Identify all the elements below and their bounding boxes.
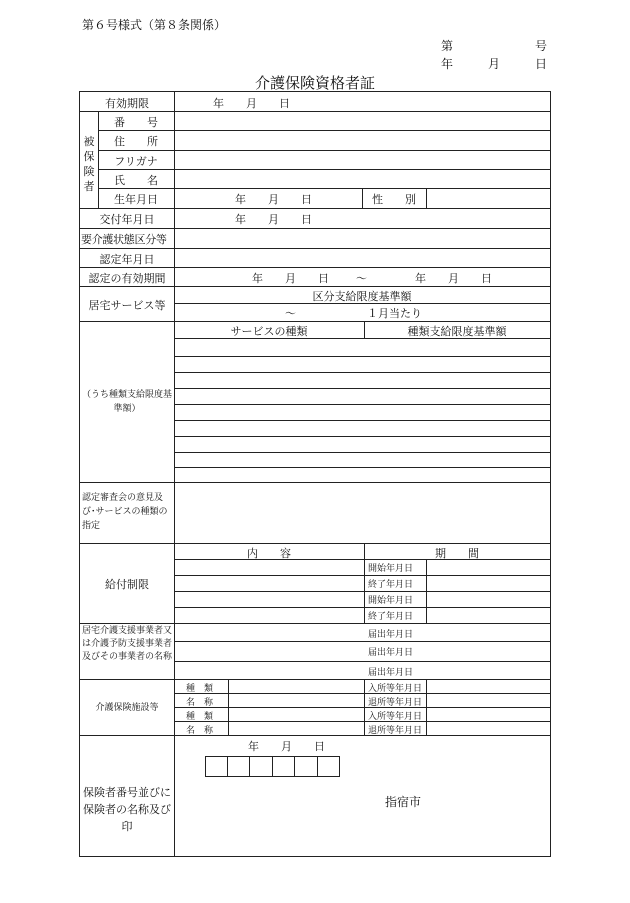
date-label-day: 日 (535, 57, 548, 71)
certification-period-to: 年 月 日 (415, 272, 492, 285)
number-label-dai: 第 (441, 39, 454, 53)
label-certification-date: 認定年月日 (99, 253, 155, 266)
label-end-date-2: 終了年月日 (368, 612, 414, 622)
label-furigana: フリガナ (114, 155, 158, 168)
label-insured-person: 被 保 険 者 (83, 135, 95, 193)
limit-amount-per-month: １月当たり (367, 307, 422, 320)
label-start-date-1: 開始年月日 (368, 564, 414, 574)
label-certification-period: 認定の有効期間 (88, 272, 166, 285)
valid-until-date: 年 月 日 (213, 97, 290, 110)
label-admission-date-1: 入所等年月日 (368, 684, 423, 694)
label-gender: 性 別 (372, 193, 416, 206)
label-notification-date-1: 届出年月日 (368, 630, 414, 640)
form-number: 第６号様式（第８条関係） (82, 18, 227, 32)
label-contents: 内 容 (247, 547, 291, 560)
label-facility-name-1: 名 称 (186, 698, 214, 708)
label-number: 番 号 (114, 116, 158, 129)
label-name: 氏 名 (114, 174, 158, 187)
label-issue-date: 交付年月日 (99, 213, 155, 226)
label-birthdate: 生年月日 (114, 193, 158, 206)
certification-period-from: 年 月 日 (252, 272, 329, 285)
label-end-date-1: 終了年月日 (368, 580, 414, 590)
label-facility-name-2: 名 称 (186, 726, 214, 736)
label-home-services: 居宅サービス等 (88, 299, 166, 312)
insurer-name: 指宿市 (385, 795, 422, 809)
label-insurer-number: 保険者番号並びに保険者の名称及び印 (83, 786, 171, 833)
label-discharge-date-1: 退所等年月日 (368, 698, 423, 708)
label-care-support-provider: 居宅介護支援事業者又は介護予防支援事業者及びその事業者の名称 (82, 626, 173, 662)
certification-period-separator: ～ (356, 272, 367, 285)
label-start-date-2: 開始年月日 (368, 596, 414, 606)
label-address: 住 所 (114, 135, 158, 148)
document-title: 介護保険資格者証 (254, 74, 375, 92)
label-care-facility: 介護保険施設等 (95, 703, 159, 713)
birthdate-value: 年 月 日 (235, 193, 312, 206)
limit-amount-tilde: ～ (285, 307, 296, 320)
number-label-gou: 号 (535, 39, 548, 53)
label-type-limit-amount: 種類支給限度基準額 (407, 325, 507, 338)
label-care-level: 要介護状態区分等 (81, 233, 167, 246)
label-type-limit-note: （うち種類支給限度基準額） (82, 390, 173, 414)
certificate-table (79, 91, 551, 857)
label-limit-amount: 区分支給限度基準額 (312, 290, 412, 303)
insurer-number-boxes (205, 756, 340, 777)
label-committee-opinion: 認定審査会の意見及び･サービスの種類の指定 (82, 493, 168, 531)
label-facility-type-1: 種 類 (186, 684, 214, 694)
label-notification-date-2: 届出年月日 (368, 648, 414, 658)
issue-date-value: 年 月 日 (235, 213, 312, 226)
label-admission-date-2: 入所等年月日 (368, 712, 423, 722)
label-service-type: サービスの種類 (230, 325, 308, 338)
label-discharge-date-2: 退所等年月日 (368, 726, 423, 736)
label-facility-type-2: 種 類 (186, 712, 214, 722)
label-period: 期 間 (435, 547, 479, 560)
label-benefit-restriction: 給付制限 (105, 578, 149, 591)
label-valid-until: 有効期限 (105, 97, 149, 110)
insurer-date: 年 月 日 (248, 740, 325, 753)
label-notification-date-3: 届出年月日 (368, 668, 414, 678)
date-label-year: 年 (441, 57, 454, 71)
date-label-month: 月 (488, 57, 501, 71)
